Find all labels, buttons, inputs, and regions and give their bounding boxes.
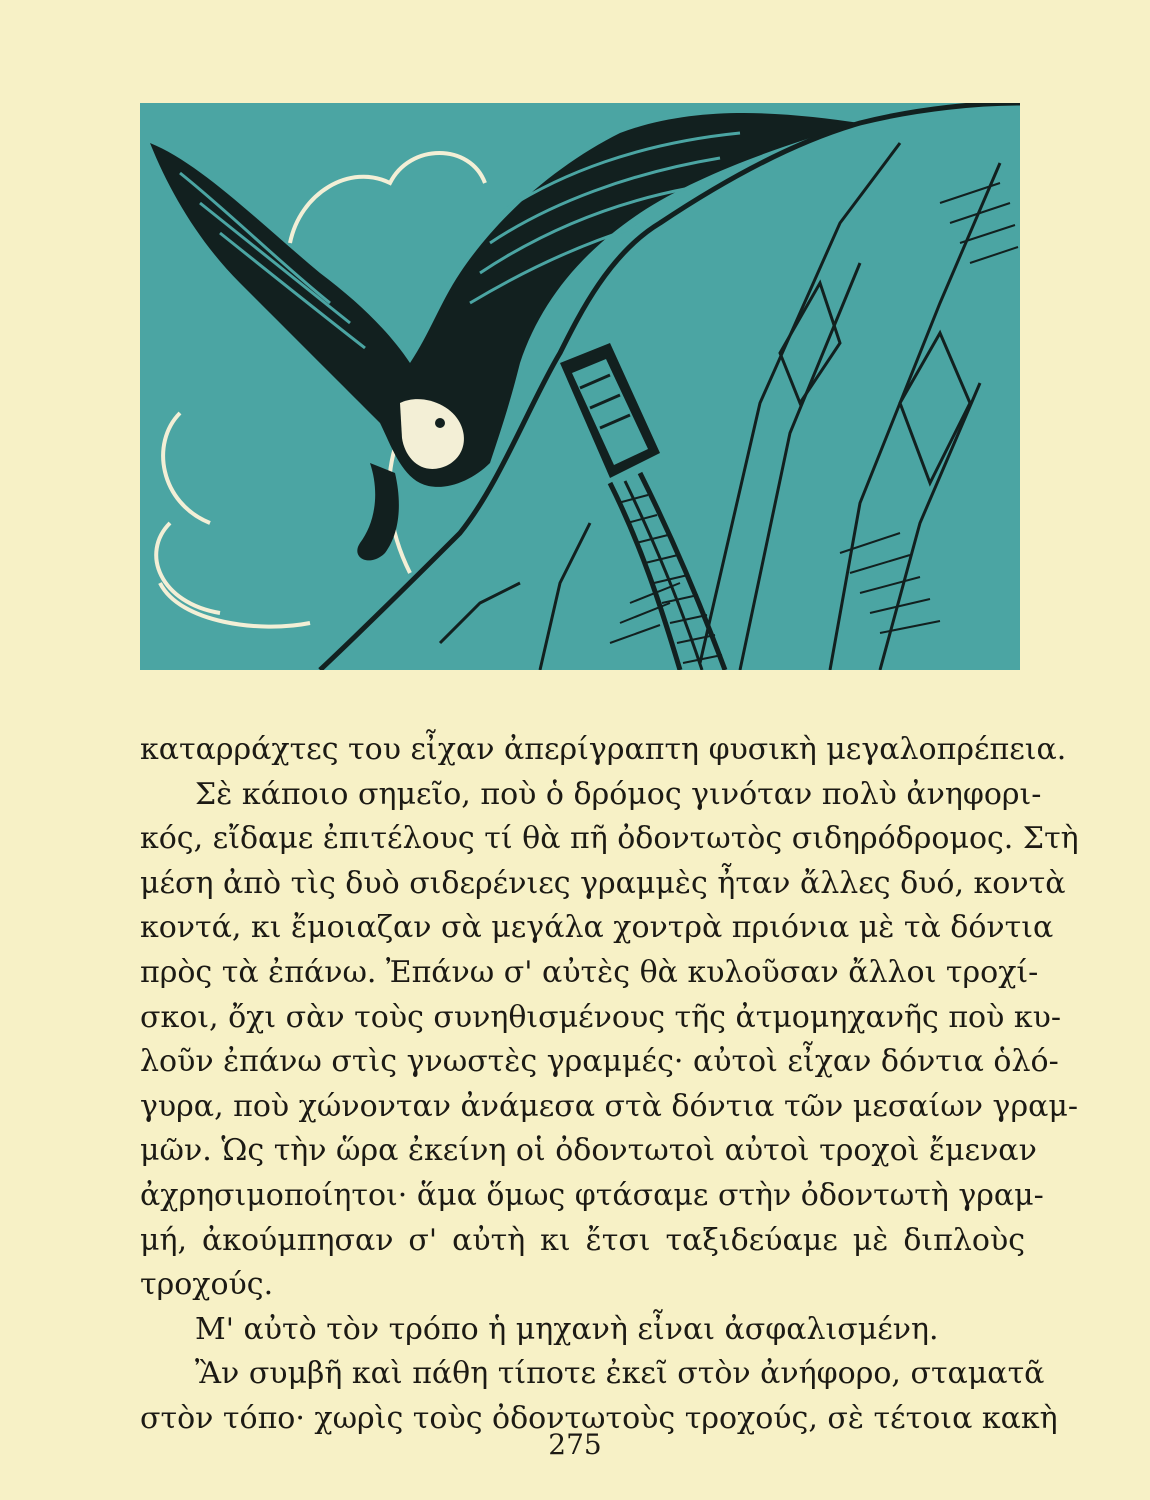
text-line: μῶν. Ὡς τὴν ὥρα ἐκείνη οἱ ὀδοντωτοὶ αὐτοὶ τροχοὶ ἔμεναν bbox=[140, 1133, 1037, 1169]
text-line: γυρα, ποὺ χώνονταν ἀνάμεσα στὰ δόντια τῶν μεσαίων γραμ- bbox=[140, 1088, 1079, 1124]
text-line: μή, ἀκούμπησαν σ' αὐτὴ κι ἔτσι ταξιδεύαμε μὲ διπλοὺς bbox=[140, 1222, 1025, 1258]
illustration-svg bbox=[140, 103, 1020, 670]
text-line: τροχούς. bbox=[140, 1267, 274, 1303]
eagle-railway-illustration bbox=[140, 103, 1020, 670]
page-number: 275 bbox=[548, 1428, 602, 1461]
text-line: κός, εἴδαμε ἐπιτέλους τί θὰ πῆ ὀδοντωτὸς σιδηρόδρομος. Στὴ bbox=[140, 821, 1079, 857]
text-line: Μ' αὐτὸ τὸν τρόπο ἡ μηχανὴ εἶναι ἀσφαλισμένη. bbox=[195, 1311, 939, 1347]
text-line: Σὲ κάποιο σημεῖο, ποὺ ὁ δρόμος γινόταν πολὺ ἀνηφορι- bbox=[195, 776, 1042, 812]
text-line: ἀχρησιμοποίητοι· ἅμα ὅμως φτάσαμε στὴν ὀδοντωτὴ γραμ- bbox=[140, 1177, 1044, 1213]
text-line: πρὸς τὰ ἐπάνω. Ἐπάνω σ' αὐτὲς θὰ κυλοῦσαν ἄλλοι τροχί- bbox=[140, 954, 1039, 990]
text-line: κοντά, κι ἔμοιαζαν σὰ μεγάλα χοντρὰ πριόνια μὲ τὰ δόντια bbox=[140, 910, 1054, 946]
text-line: καταρράχτες του εἶχαν ἀπερίγραπτη φυσικὴ μεγαλοπρέπεια. bbox=[140, 732, 1067, 767]
text-line: στὸν τόπο· χωρὶς τοὺς ὀδοντωτοὺς τροχούς, σὲ τέτοια κακὴ bbox=[140, 1400, 1058, 1436]
text-line: Ἂν συμβῆ καὶ πάθη τίποτε ἐκεῖ στὸν ἀνήφορο, σταματᾶ bbox=[195, 1356, 1045, 1392]
text-line: σκοι, ὄχι σὰν τοὺς συνηθισμένους τῆς ἀτμομηχανῆς ποὺ κυ- bbox=[140, 999, 1062, 1035]
text-line: λοῦν ἐπάνω στὶς γνωστὲς γραμμές· αὐτοὶ εἶχαν δόντια ὁλό- bbox=[140, 1044, 1059, 1080]
text-line: μέση ἀπὸ τὶς δυὸ σιδερένιες γραμμὲς ἦταν ἄλλες δυό, κοντὰ bbox=[140, 865, 1066, 901]
body-text bbox=[140, 728, 1079, 1442]
